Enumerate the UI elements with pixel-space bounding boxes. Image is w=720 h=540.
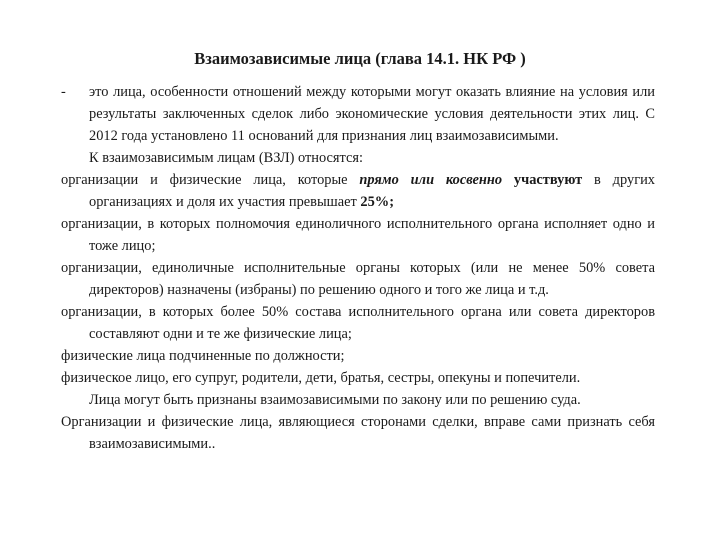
- emphasis-participate: участвуют: [502, 172, 583, 188]
- list-item-5: физические лица подчиненные по должности;: [61, 348, 345, 364]
- list-heading: К взаимозависимым лицам (ВЗЛ) относятся:: [89, 150, 364, 166]
- list-item-2: организации, в которых полномочия единоличного исполнительного органа исполняет одно и тоже лицо;: [61, 216, 655, 254]
- threshold-percent: 25%;: [360, 194, 394, 210]
- list-item-3: организации, единоличные исполнительные органы которых (или не менее 50% совета директоров) назначены (избраны) по решению одного и того же лица и т.д.: [61, 260, 655, 298]
- self-recognition-note: Организации и физические лица, являющиеся сторонами сделки, вправе сами признать себя взаимозависимыми..: [61, 414, 655, 452]
- definition-text: это лица, особенности отношений между которыми могут оказать влияние на условия или результаты заключенных сделок либо экономические условия деятельности этих лиц. С 2012 года установлено 11 оснований для признания лиц взаимозависимыми.: [89, 84, 655, 144]
- definition-paragraph: [61, 81, 655, 147]
- emphasis-direct-indirect: прямо или косвенно: [359, 172, 503, 188]
- court-note: Лица могут быть признаны взаимозависимыми по закону или по решению суда.: [89, 392, 581, 408]
- list-item-4: организации, в которых более 50% состава исполнительного органа или совета директоров составляют одни и те же физические лица;: [61, 304, 655, 342]
- list-item-6: физическое лицо, его супруг, родители, дети, братья, сестры, опекуны и попечители.: [61, 370, 581, 386]
- body-text: [61, 81, 655, 455]
- list-item-1: организации и физические лица, которые прямо или косвенно участвуют в других организациях и доля их участия превышает 25%;: [61, 172, 655, 210]
- page-title: Взаимозависимые лица (глава 14.1. НК РФ ): [194, 49, 526, 68]
- dash-marker: -: [61, 84, 66, 100]
